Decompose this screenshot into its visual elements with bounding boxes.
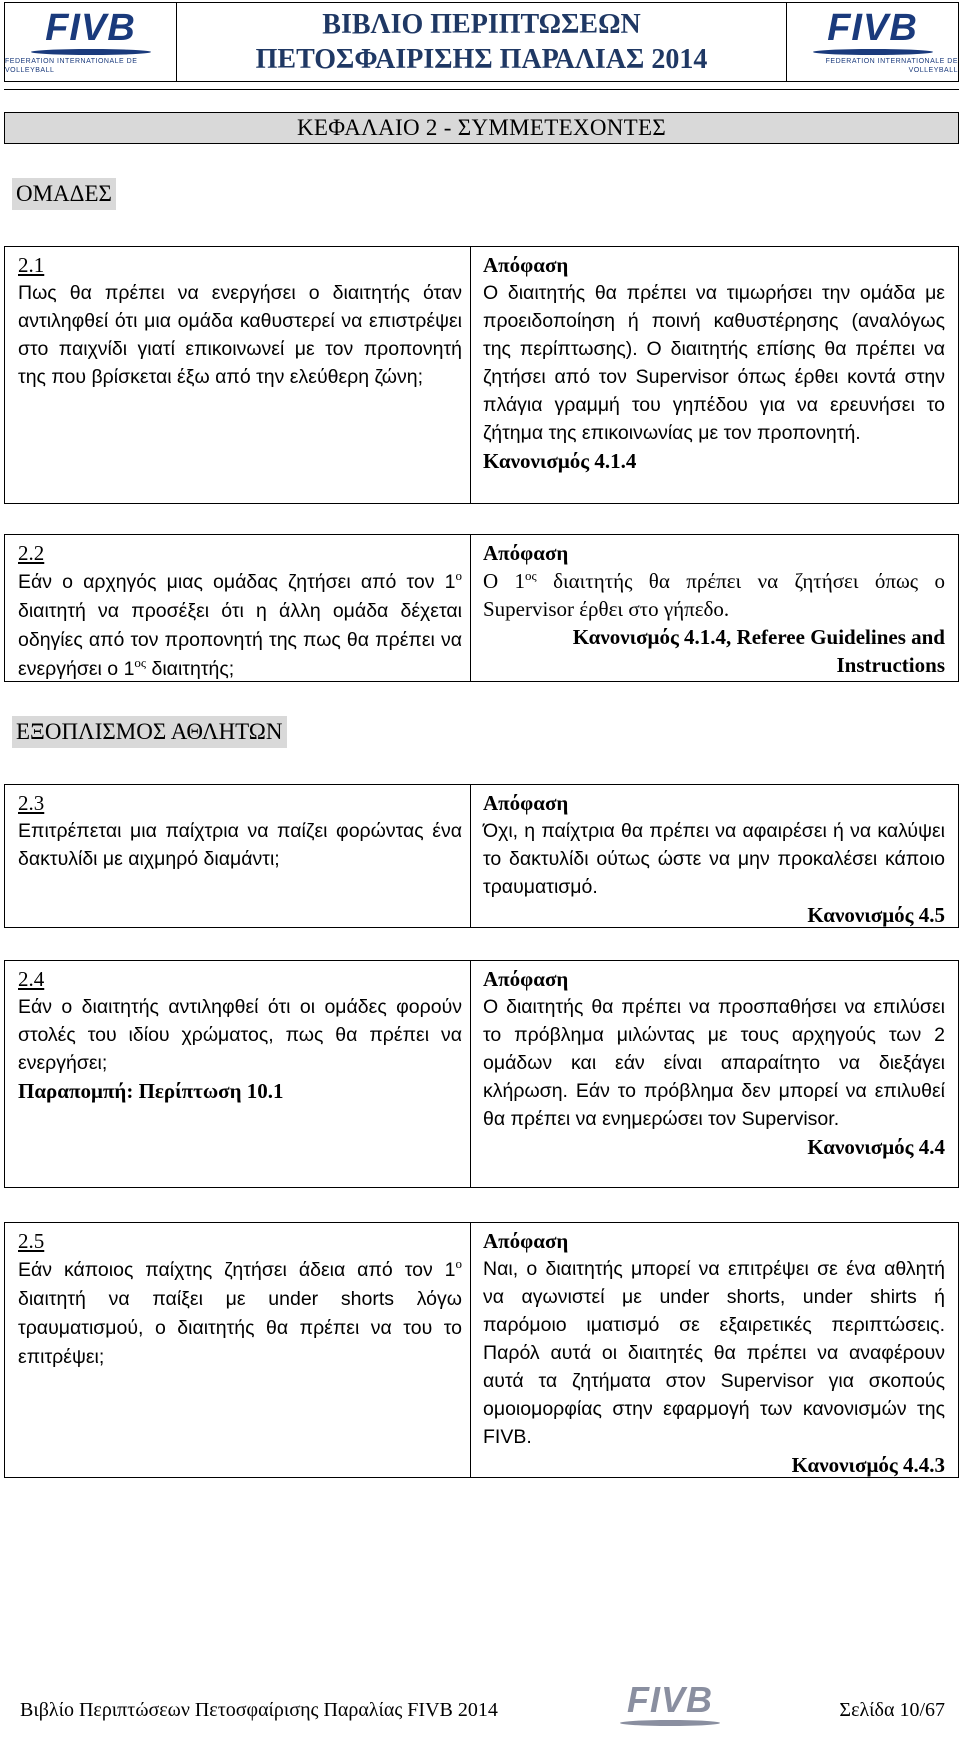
case-question: [5, 247, 471, 503]
footer-title: Βιβλίο Περιπτώσεων Πετοσφαίρισης Παραλίας FIVB 2014: [20, 1699, 498, 1721]
decision-label: Απόφαση: [483, 1229, 569, 1253]
question-text: Εάν ο αρχηγός μιας ομάδας ζητήσει από τον $1^o$ διαιτητή να προσέξει ότι η άλλη ομάδα δέχεται οδηγίες από τον προπονητή της πως θα πρέπει να ενεργήσει ο $1^{o\varsigma}$ διαιτητής;: [18, 568, 462, 680]
case-answer: [471, 535, 958, 681]
case-number: 2.5: [18, 1229, 45, 1253]
rule-reference: Κανονισμός 4.1.4, Referee Guidelines and Instructions: [572, 625, 945, 677]
case-answer: [471, 785, 958, 927]
section-title-equipment: ΕΞΟΠΛΙΣΜΟΣ ΑΘΛΗΤΩΝ: [12, 716, 287, 748]
question-text: Εάν ο διαιτητής αντιληφθεί ότι οι ομάδες φορούν στολές του ιδίου χρώματος, πως θα πρέπει να ενεργήσει;: [18, 996, 462, 1074]
page-header: [4, 2, 959, 82]
header-logo-left: [5, 3, 177, 81]
case-2-2: [4, 534, 959, 682]
case-question: [5, 785, 471, 927]
answer-text: Όχι, η παίχτρια θα πρέπει να αφαιρέσει ή να καλύψει το δακτυλίδι ούτως ώστε να μην προκαλέσει κάποιο τραυματισμό.: [483, 820, 945, 898]
case-question: [5, 961, 471, 1187]
decision-label: Απόφαση: [483, 967, 569, 991]
question-text: Πως θα πρέπει να ενεργήσει ο διαιτητής όταν αντιληφθεί ότι μια ομάδα καθυστερεί να επιστρέψει στο παιχνίδι γιατί επικοινωνεί με τον προπονητή της που βρίσκεται έξω από την ελεύθερη ζώνη;: [18, 282, 462, 388]
case-question: [5, 1223, 471, 1477]
answer-text: Ναι, ο διαιτητής μπορεί να επιτρέψει σε ένα αθλητή να αγωνιστεί με under shorts, under shirts ή παρόμοιο ιματισμό σε εξαιρετικές περιπτώσεις. Παρόλ αυτά οι διαιτητές θα πρέπει να αναφέρουν αυτά τα ζητήματα στον Supervisor για σκοπούς ομοιομορφίας στην εφαρμογή των κανονισμών της FIVB.: [483, 1258, 945, 1448]
case-answer: [471, 1223, 958, 1477]
case-number: 2.4: [18, 967, 45, 991]
rule-reference: Κανονισμός 4.5: [807, 903, 945, 927]
case-2-1: [4, 246, 959, 504]
page-number: Σελίδα 10/67: [839, 1699, 945, 1721]
fivb-logo: FIVB: [620, 1682, 720, 1726]
rule-reference: Κανονισμός 4.1.4: [483, 449, 637, 473]
question-text: Επιτρέπεται μια παίχτρια να παίζει φορώντας ένα δακτυλίδι με αιχμηρό διαμάντι;: [18, 820, 462, 870]
answer-text: Ο διαιτητής θα πρέπει να προσπαθήσει να επιλύσει το πρόβλημα μιλώντας με τους αρχηγούς των 2 ομάδων και εάν είναι απαραίτητο να διεξάγει κλήρωση. Εάν το πρόβλημα δεν μπορεί να επιλυθεί θα πρέπει να ενημερώσει τον Supervisor.: [483, 996, 945, 1130]
cross-reference: Παραπομπή: Περίπτωση 10.1: [18, 1079, 284, 1103]
case-answer: [471, 961, 958, 1187]
header-title: [177, 3, 786, 81]
case-number: 2.1: [18, 253, 45, 277]
decision-label: Απόφαση: [483, 541, 569, 565]
section-title-teams: ΟΜΑΔΕΣ: [12, 178, 116, 210]
case-number: 2.3: [18, 791, 45, 815]
case-2-3: [4, 784, 959, 928]
case-2-4: [4, 960, 959, 1188]
case-answer: [471, 247, 958, 503]
page-footer: [20, 1679, 945, 1730]
case-question: [5, 535, 471, 681]
rule-reference: Κανονισμός 4.4: [807, 1135, 945, 1159]
rule-reference: Κανονισμός 4.4.3: [791, 1453, 945, 1477]
decision-label: Απόφαση: [483, 791, 569, 815]
header-title-line1: ΒΙΒΛΙΟ ΠΕΡΙΠΤΩΣΕΩΝ: [322, 9, 641, 40]
case-number: 2.2: [18, 541, 45, 565]
question-text: Εάν κάποιος παίχτης ζητήσει άδεια από τον $1^o$ διαιτητή να παίξει με under shorts λόγω τραυματισμού, ο διαιτητής θα πρέπει να του το επιτρέψει;: [18, 1256, 462, 1368]
answer-text: Ο $1^{o\varsigma}$ διαιτητής θα πρέπει να ζητήσει όπως ο Supervisor έρθει στο γήπεδο.: [483, 568, 945, 621]
answer-text: Ο διαιτητής θα πρέπει να τιμωρήσει την ομάδα με προειδοποίηση ή ποινή καθυστέρησης (αναλόγως της περίπτωσης). Ο διαιτητής επίσης θα πρέπει να ζητήσει από τον Supervisor όπως έρθει κοντά στην πλάγια γραμμή του γηπέδου για να ερευνήσει το ζήτημα της επικοινωνίας με τον προπονητή.: [483, 282, 945, 444]
fivb-logo: FIVB FEDERATION INTERNATIONALE DE VOLLEYBALL: [5, 9, 176, 75]
case-2-5: [4, 1222, 959, 1478]
fivb-logo: FIVB FEDERATION INTERNATIONALE DE VOLLEYBALL: [787, 9, 958, 75]
header-title-line2: ΠΕΤΟΣΦΑΙΡΙΣΗΣ ΠΑΡΑΛΙΑΣ 2014: [255, 44, 708, 75]
decision-label: Απόφαση: [483, 253, 569, 277]
header-logo-right: [786, 3, 958, 81]
chapter-title: ΚΕΦΑΛΑΙΟ 2 - ΣΥΜΜΕΤΕΧΟΝΤΕΣ: [4, 112, 959, 144]
header-divider: [4, 89, 959, 90]
